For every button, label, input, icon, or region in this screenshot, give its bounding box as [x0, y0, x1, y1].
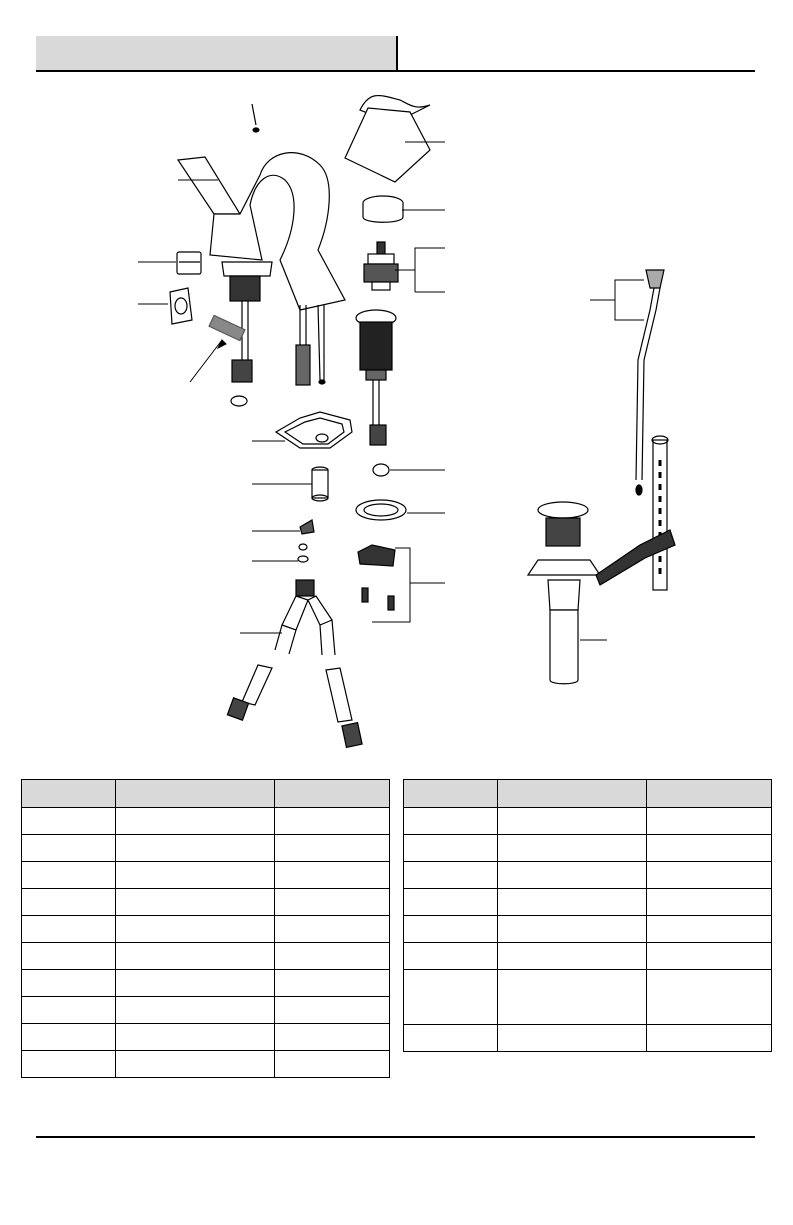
small-clip: [300, 520, 314, 534]
table-cell: [498, 970, 647, 1025]
table-row: [404, 943, 772, 970]
table-cell: [404, 835, 498, 862]
table-cell: [275, 916, 390, 943]
table-cell: [404, 916, 498, 943]
table-cell: [275, 808, 390, 835]
table-cell: [22, 943, 116, 970]
table-cell: [22, 916, 116, 943]
table-header-row: [404, 780, 772, 808]
valve-body: [356, 310, 396, 445]
header-cell: [647, 780, 772, 808]
table-cell: [116, 916, 275, 943]
supply-hoses: [227, 580, 362, 747]
small-oring-1: [299, 544, 307, 550]
table-cell: [275, 943, 390, 970]
table-cell: [647, 970, 772, 1025]
faucet-handle: [345, 96, 430, 182]
cartridge: [364, 242, 398, 290]
table-cell: [275, 889, 390, 916]
table-cell: [404, 889, 498, 916]
table-cell: [116, 943, 275, 970]
table-cell: [275, 997, 390, 1024]
table-cell: [404, 970, 498, 1025]
table-cell: [498, 835, 647, 862]
table-row: [404, 862, 772, 889]
hex-wrench: [209, 315, 245, 340]
table-cell: [22, 808, 116, 835]
parts-table-left: [21, 779, 390, 1078]
table-cell: [116, 835, 275, 862]
mounting-bracket: [358, 545, 395, 610]
base-gasket: [356, 500, 406, 520]
table-header-row: [22, 780, 390, 808]
table-cell: [275, 970, 390, 997]
table-cell: [498, 889, 647, 916]
table-cell: [404, 943, 498, 970]
table-cell: [647, 1025, 772, 1052]
table-row: [22, 970, 390, 997]
header-divider: [396, 36, 398, 72]
table-cell: [116, 1024, 275, 1051]
aerator: [177, 252, 201, 274]
table-cell: [22, 1024, 116, 1051]
header-bar: [36, 36, 396, 72]
table-cell: [647, 916, 772, 943]
table-cell: [647, 889, 772, 916]
table-cell: [22, 997, 116, 1024]
table-cell: [116, 862, 275, 889]
table-row: [404, 889, 772, 916]
spout-gasket: [170, 288, 192, 324]
table-cell: [275, 1024, 390, 1051]
table-cell: [22, 835, 116, 862]
table-cell: [498, 808, 647, 835]
header-cell: [22, 780, 116, 808]
table-cell: [116, 970, 275, 997]
valve-washer: [373, 464, 389, 476]
table-row: [22, 916, 390, 943]
header-cell: [498, 780, 647, 808]
header-rule: [36, 70, 755, 72]
extension-strap: [652, 436, 668, 590]
exploded-parts-diagram: [0, 80, 793, 770]
header-cell: [404, 780, 498, 808]
table-row: [404, 835, 772, 862]
table-row: [22, 1051, 390, 1078]
table-row: [22, 889, 390, 916]
table-row: [22, 808, 390, 835]
table-cell: [275, 862, 390, 889]
table-cell: [275, 1051, 390, 1078]
table-cell: [116, 808, 275, 835]
small-oring-2: [298, 556, 308, 562]
header-cell: [116, 780, 275, 808]
table-cell: [647, 862, 772, 889]
table-row: [404, 970, 772, 1025]
table-cell: [498, 916, 647, 943]
table-cell: [275, 835, 390, 862]
table-row: [22, 997, 390, 1024]
footer-rule: [36, 1136, 755, 1138]
table-cell: [404, 862, 498, 889]
table-cell: [22, 970, 116, 997]
table-cell: [22, 862, 116, 889]
table-cell: [116, 889, 275, 916]
escutcheon-plate: [276, 412, 352, 448]
table-row: [22, 835, 390, 862]
table-row: [22, 1024, 390, 1051]
table-cell: [22, 1051, 116, 1078]
coupling-nut: [312, 467, 328, 501]
table-cell: [404, 1025, 498, 1052]
table-cell: [498, 943, 647, 970]
table-cell: [116, 997, 275, 1024]
table-cell: [647, 808, 772, 835]
header-cell: [275, 780, 390, 808]
table-cell: [647, 943, 772, 970]
table-cell: [647, 835, 772, 862]
table-row: [404, 808, 772, 835]
table-cell: [116, 1051, 275, 1078]
table-row: [404, 1025, 772, 1052]
faucet-spout: [178, 153, 345, 385]
table-cell: [404, 808, 498, 835]
spout-screw: [252, 104, 259, 132]
table-row: [22, 862, 390, 889]
table-row: [22, 943, 390, 970]
table-cell: [498, 862, 647, 889]
table-row: [404, 916, 772, 943]
spout-washer: [231, 396, 247, 406]
handle-adapter: [363, 196, 403, 222]
table-cell: [498, 1025, 647, 1052]
parts-table-right: [403, 779, 772, 1052]
table-cell: [22, 889, 116, 916]
